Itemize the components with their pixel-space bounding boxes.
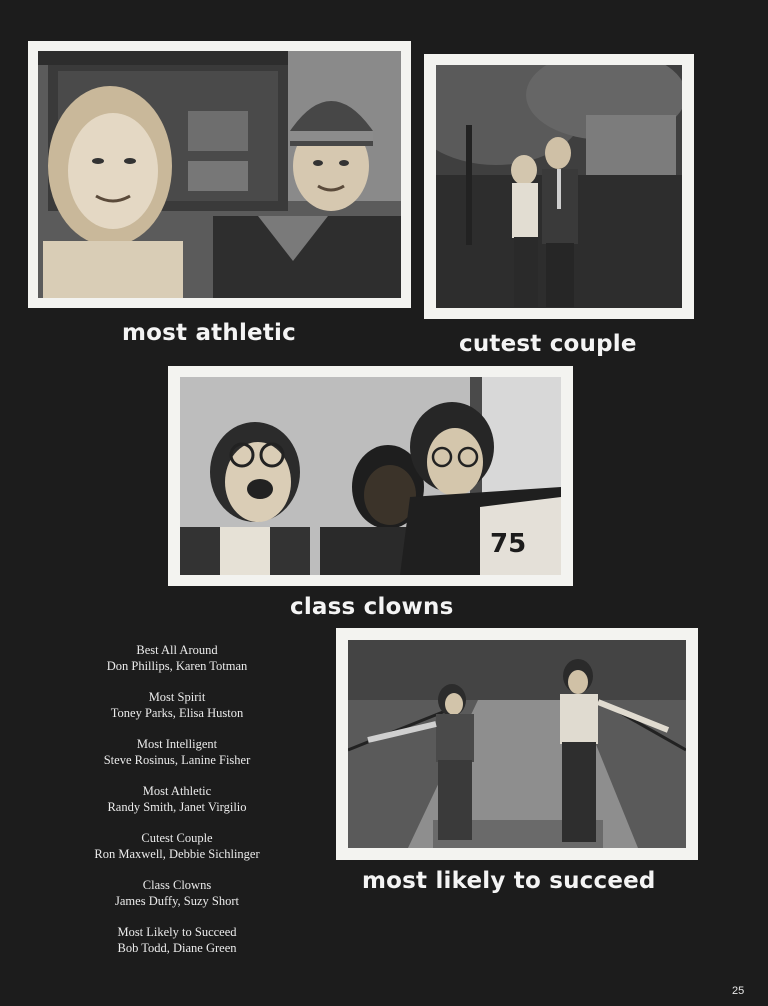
most-likely-image (348, 640, 686, 848)
most-athletic-caption: most athletic (122, 320, 296, 346)
award-names: Bob Todd, Diane Green (117, 941, 237, 955)
award-entry (60, 736, 294, 768)
award-entry (60, 830, 294, 862)
page-number: 25 (732, 985, 745, 997)
award-title: Class Clowns (142, 878, 212, 892)
award-names: Ron Maxwell, Debbie Sichlinger (94, 847, 260, 861)
award-entry (60, 689, 294, 721)
most-likely-caption: most likely to succeed (362, 868, 656, 894)
award-entry (60, 877, 294, 909)
award-entry (60, 642, 294, 674)
award-names: Steve Rosinus, Lanine Fisher (103, 753, 251, 767)
award-names: Don Phillips, Karen Totman (106, 659, 248, 673)
cutest-couple-photo (424, 54, 694, 319)
most-athletic-image (38, 51, 401, 298)
award-title: Most Intelligent (136, 737, 218, 751)
award-entry (60, 924, 294, 956)
award-names: James Duffy, Suzy Short (115, 894, 239, 908)
award-title: Best All Around (136, 643, 218, 657)
jersey-number: 75 (490, 529, 527, 559)
cutest-couple-caption: cutest couple (459, 331, 637, 357)
award-title: Most Athletic (142, 784, 212, 798)
class-clowns-image (180, 377, 561, 575)
cutest-couple-image (436, 65, 682, 308)
award-title: Most Spirit (148, 690, 206, 704)
most-likely-photo (336, 628, 698, 860)
winners-list (60, 642, 294, 971)
award-entry (60, 783, 294, 815)
most-athletic-photo (28, 41, 411, 308)
award-title: Most Likely to Succeed (117, 925, 237, 939)
class-clowns-photo (168, 366, 573, 586)
award-names: Randy Smith, Janet Virgilio (107, 800, 247, 814)
award-title: Cutest Couple (141, 831, 213, 845)
award-names: Toney Parks, Elisa Huston (110, 706, 244, 720)
class-clowns-caption: class clowns (290, 594, 454, 620)
